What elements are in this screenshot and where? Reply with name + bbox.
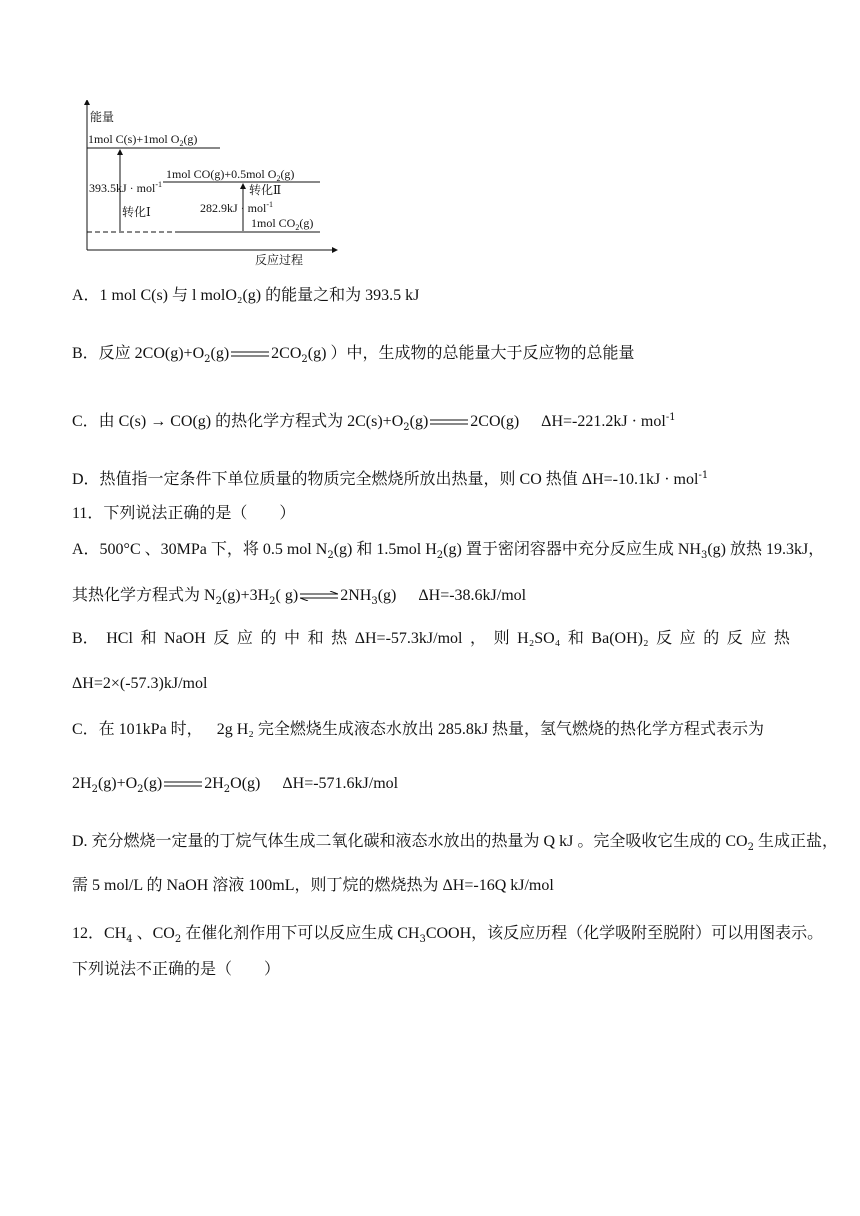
q11-option-a-line1: A．500°C 、30MPa 下，将 0.5 mol $N_2(g)$ 和 1.5mol $H_2(g)$ 置于密闭容器中充分反应生成 $NH_3(g)$ 放热 19.3kJ， — [72, 541, 825, 561]
level-bottom-label: 1mol $CO_2(g)$ — [251, 216, 314, 232]
q11-b-word: NaOH — [164, 630, 206, 647]
q11-b-word: 应 — [679, 630, 696, 647]
q11-b-word: H₂SO₄ — [517, 630, 561, 647]
q11-b-word: 和 — [567, 630, 584, 647]
q11-b-word: HCl — [106, 630, 133, 647]
q11-option-a-line2: 其热化学方程式为 $N_2(g)+3H_2$( g) $2NH_3(g)$ ΔH=-38.6kJ/mol — [72, 587, 527, 607]
q11-stem: 11．下列说法正确的是（ ） — [72, 505, 296, 522]
q11-option-c-line2: $2H_2(g)+O_2(g)$ $2H_2O(g)$ ΔH=-571.6kJ/mol — [72, 775, 399, 795]
equals-sign-icon — [430, 418, 468, 426]
equals-sign-icon — [164, 780, 202, 788]
q11-b-word: 的 — [260, 630, 277, 647]
arrow2-name: 转化Ⅱ — [249, 183, 282, 197]
q11-b-word: 反 — [213, 630, 230, 647]
q11-option-d-line1: D. 充分燃烧一定量的丁烷气体生成二氧化碳和液态水放出的热量为 Q kJ 。完全吸收它生成的 $CO_2$ 生成正盐， — [72, 833, 838, 853]
reversible-arrow-icon — [300, 591, 338, 601]
energy-level-diagram — [80, 100, 340, 270]
q10-option-d: D．热值指一定条件下单位质量的物质完全燃烧所放出热量，则 CO 热值 ΔH=-10.1kJ · mol$^{-1}$ — [72, 470, 709, 488]
level-mid-label: 1mol CO(g)+0.5mol $O_2(g)$ — [166, 167, 295, 183]
q11-b-word: 应 — [750, 630, 767, 647]
q11-b-word: 热 — [773, 630, 790, 647]
q11-b-word: 应 — [236, 630, 253, 647]
q11-option-b-line1 — [72, 628, 790, 650]
arrow2-value: 282.9kJ · mol$^{-1}$ — [200, 200, 274, 215]
arrow1-name: 转化Ⅰ — [122, 205, 151, 219]
q11-b-word: Ba(OH)₂ — [591, 630, 649, 647]
q11-option-d-line2: 需 5 mol/L 的 NaOH 溶液 100mL，则丁烷的燃烧热为 ΔH=-16Q kJ/mol — [72, 877, 554, 894]
q11-b-word: 中 — [284, 630, 301, 647]
q10-option-c: C．由 C(s) → CO(g) 的热化学方程式为 $2C(s)+O_2(g)$ 2CO(g) ΔH=-221.2kJ · mol$^{-1}$ — [72, 412, 676, 433]
q11-b-word: 和 — [307, 630, 324, 647]
level-top-label: 1mol C(s)+1mol $O_2(g)$ — [88, 132, 198, 148]
equals-sign-icon — [231, 350, 269, 358]
arrow1-value: 393.5kJ · mol$^{-1}$ — [89, 180, 163, 195]
q11-b-word: B． — [72, 630, 99, 647]
x-axis-label: 反应过程 — [255, 253, 304, 267]
q10-option-b: B．反应 $2CO(g)+O_2(g)$ $2CO_2(g)$ ）中，生成物的总能量大于反应物的总能量 — [72, 345, 635, 365]
q11-b-word: 热 — [331, 630, 348, 647]
q12-stem-line2: 下列说法不正确的是（ ） — [72, 961, 281, 978]
q11-option-b-line2: ΔH=2×(-57.3)kJ/mol — [72, 675, 208, 692]
q11-option-c-line1: C．在 101kPa 时， 2g H₂ 完全燃烧生成液态水放出 285.8kJ 热量，氢气燃烧的热化学方程式表示为 — [72, 721, 765, 738]
q10-option-a: A．1 mol C(s) 与 l molO₂(g) 的能量之和为 393.5 kJ — [72, 287, 420, 304]
q11-b-word: 和 — [140, 630, 157, 647]
q12-stem-line1: 12．$CH_4$ 、$CO_2$ 在催化剂作用下可以反应生成 $CH_3COOH$，该反应历程（化学吸附至脱附）可以用图表示。 — [72, 925, 824, 945]
y-axis-label: 能量 — [90, 110, 115, 124]
q11-b-word: 则 — [493, 630, 510, 647]
q11-b-word: 的 — [703, 630, 720, 647]
q11-b-word: 反 — [656, 630, 673, 647]
q11-b-word: 反 — [726, 630, 743, 647]
q11-b-word: ΔH=-57.3kJ/mol — [354, 630, 463, 647]
q11-b-word: ， — [470, 630, 487, 647]
